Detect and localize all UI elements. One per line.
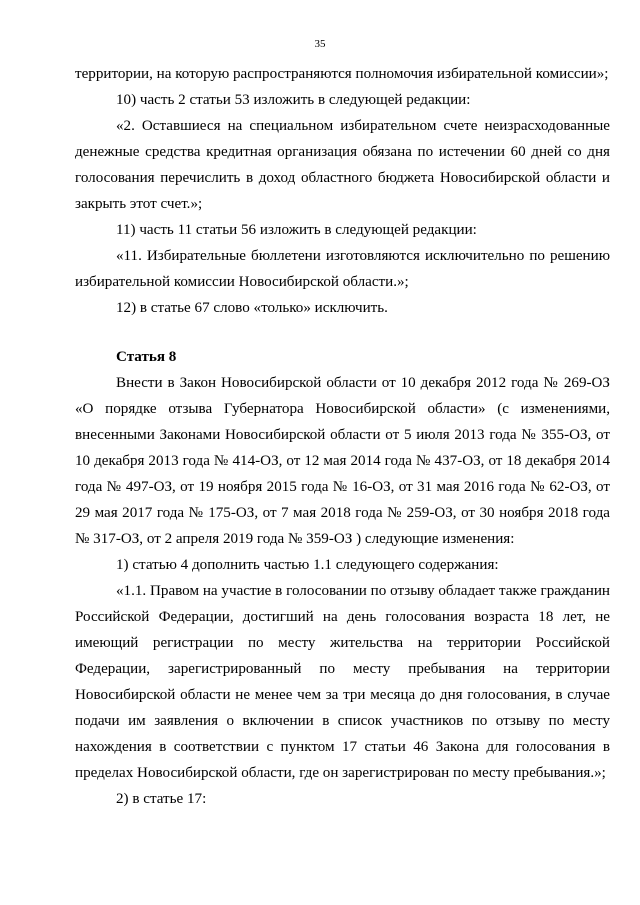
document-body — [75, 61, 610, 812]
paragraph: «11. Избирательные бюллетени изготовляются исключительно по решению избирательной комиссии Новосибирской области.»; — [75, 248, 610, 290]
page-number: 35 — [314, 38, 326, 50]
article-heading: Статья 8 — [116, 349, 177, 365]
paragraph: территории, на которую распространяются полномочия избирательной комиссии»; — [75, 66, 609, 82]
paragraph: 1) статью 4 дополнить частью 1.1 следующего содержания: — [116, 557, 499, 573]
paragraph: «1.1. Правом на участие в голосовании по отзыву обладает также гражданин Российской Федерации, достигший на день голосования возраста 18 лет, не имеющий регистрации по месту жительства на территории Российской Федерации, зарегистрированный по месту пребывания на территории Новосибирской области не менее чем за три месяца до дня голосования, в случае подачи им заявления о включении в список участников по отзыву по месту нахождения в соответствии с пунктом 17 статьи 46 Закона для голосования в пределах Новосибирской области, где он зарегистрирован по месту пребывания.»; — [75, 583, 610, 781]
paragraph: 10) часть 2 статьи 53 изложить в следующей редакции: — [116, 92, 471, 108]
paragraph: 11) часть 11 статьи 56 изложить в следующей редакции: — [116, 222, 477, 238]
paragraph: 12) в статье 67 слово «только» исключить. — [116, 300, 388, 316]
paragraph: Внести в Закон Новосибирской области от 10 декабря 2012 года № 269-ОЗ «О порядке отзыва Губернатора Новосибирской области» (с изменениями, внесенными Законами Новосибирской области от 5 июля 2013 года № 355-ОЗ, от 10 декабря 2013 года № 414-ОЗ, от 12 мая 2014 года № 437-ОЗ, от 18 декабря 2014 года № 497-ОЗ, от 19 ноября 2015 года № 16-ОЗ, от 31 мая 2016 года № 62-ОЗ, от 29 мая 2017 года № 175-ОЗ, от 7 мая 2018 года № 259-ОЗ, от 30 ноября 2018 года № 317-ОЗ, от 2 апреля 2019 года № 359-ОЗ ) следующие изменения: — [75, 375, 610, 547]
paragraph: «2. Оставшиеся на специальном избирательном счете неизрасходованные денежные средства кредитная организация обязана по истечении 60 дней со дня голосования перечислить в доход областного бюджета Новосибирской области и закрыть этот счет.»; — [75, 118, 610, 212]
paragraph: 2) в статье 17: — [116, 791, 207, 807]
